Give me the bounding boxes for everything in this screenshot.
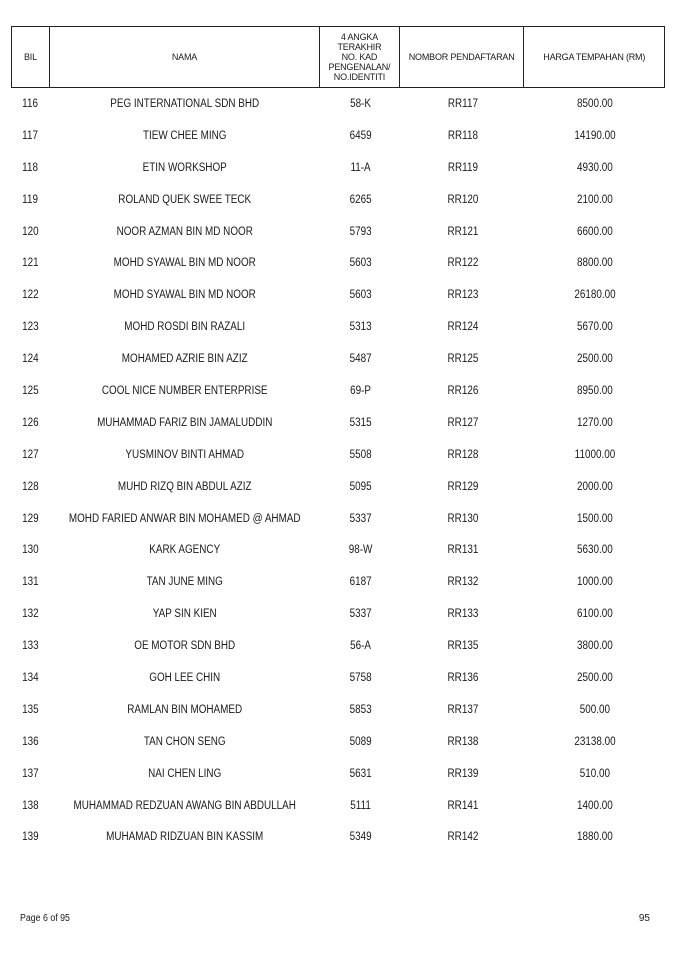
table-row [11,758,665,790]
cell-ic: 5095 [349,480,372,493]
cell-ic: 5337 [349,512,372,525]
table-row [11,471,665,503]
header-ic [320,27,400,87]
cell-ic: 5111 [350,799,371,812]
cell-ic: 5758 [349,672,372,685]
table-body [11,88,665,853]
table-row [11,534,665,566]
cell-bil: 121 [22,257,39,270]
cell-bil: 133 [22,640,39,653]
cell-ic: 5793 [349,225,372,238]
table-header [11,26,665,88]
table-row [11,184,665,216]
cell-nombor-pendaftaran: RR141 [447,799,479,812]
cell-nombor-pendaftaran: RR127 [447,416,479,429]
cell-nama: MUHAMAD RIDZUAN BIN KASSIM [106,831,264,844]
cell-harga-tempahan: 2500.00 [577,353,613,366]
cell-ic: 98-W [348,544,373,557]
cell-nama: NOOR AZMAN BIN MD NOOR [116,225,253,238]
cell-nama: COOL NICE NUMBER ENTERPRISE [101,385,268,398]
cell-harga-tempahan: 5670.00 [577,321,613,334]
cell-ic: 5853 [349,703,372,716]
cell-harga-tempahan: 26180.00 [574,289,616,302]
cell-nama: MUHAMMAD FARIZ BIN JAMALUDDIN [97,416,273,429]
cell-nombor-pendaftaran: RR133 [447,608,479,621]
cell-nombor-pendaftaran: RR125 [447,353,479,366]
cell-nombor-pendaftaran: RR122 [447,257,479,270]
cell-bil: 130 [22,544,39,557]
cell-nombor-pendaftaran: RR123 [447,289,479,302]
cell-harga-tempahan: 8950.00 [577,385,613,398]
cell-bil: 136 [22,735,39,748]
cell-ic: 6187 [349,576,372,589]
cell-nombor-pendaftaran: RR138 [447,735,479,748]
cell-bil: 123 [22,321,39,334]
cell-bil: 131 [22,576,39,589]
cell-nama: KARK AGENCY [149,544,221,557]
cell-ic: 56-A [350,640,372,653]
cell-nama: YUSMINOV BINTI AHMAD [125,448,245,461]
cell-harga-tempahan: 6600.00 [577,225,613,238]
header-bil: BIL [12,27,50,87]
table-row [11,439,665,471]
cell-ic: 5337 [349,608,372,621]
cell-harga-tempahan: 23138.00 [574,735,616,748]
cell-nama: GOH LEE CHIN [149,672,221,685]
cell-bil: 126 [22,416,39,429]
header-nombor-pendaftaran: NOMBOR PENDAFTARAN [400,27,525,87]
cell-nama: RAMLAN BIN MOHAMED [127,703,243,716]
cell-nombor-pendaftaran: RR132 [447,576,479,589]
cell-ic: 58-K [350,98,372,110]
cell-harga-tempahan: 2100.00 [577,193,613,206]
table-row [11,694,665,726]
cell-nama: YAP SIN KIEN [152,608,217,621]
cell-bil: 135 [22,703,39,716]
cell-harga-tempahan: 2000.00 [577,480,613,493]
table-row [11,152,665,184]
cell-bil: 117 [22,129,38,142]
cell-ic: 5631 [349,767,372,780]
cell-nombor-pendaftaran: RR135 [447,640,479,653]
header-ic-line: PENGENALAN/ [328,62,391,72]
cell-bil: 124 [22,353,39,366]
cell-bil: 122 [22,289,39,302]
cell-nama: MUHD RIZQ BIN ABDUL AZIZ [117,480,252,493]
cell-nama: ETIN WORKSHOP [142,161,227,174]
header-ic-line: NO.IDENTITI [333,72,386,82]
table-row [11,311,665,343]
cell-nombor-pendaftaran: RR126 [447,385,479,398]
table-row [11,216,665,248]
cell-nama: TIEW CHEE MING [142,129,227,142]
cell-nama: MOHD SYAWAL BIN MD NOOR [113,257,256,270]
cell-nombor-pendaftaran: RR121 [447,225,479,238]
cell-bil: 118 [22,161,38,174]
table-row [11,630,665,662]
cell-nombor-pendaftaran: RR136 [447,672,479,685]
cell-harga-tempahan: 1880.00 [577,831,613,844]
table-row [11,88,665,120]
cell-bil: 125 [22,385,39,398]
table-row [11,407,665,439]
cell-harga-tempahan: 1270.00 [577,416,613,429]
cell-harga-tempahan: 14190.00 [574,129,616,142]
cell-harga-tempahan: 8500.00 [577,98,613,110]
cell-harga-tempahan: 6100.00 [577,608,613,621]
cell-harga-tempahan: 500.00 [579,703,611,716]
cell-bil: 120 [22,225,39,238]
table-row [11,503,665,535]
cell-harga-tempahan: 1500.00 [577,512,613,525]
cell-nama: OE MOTOR SDN BHD [134,640,236,653]
cell-nombor-pendaftaran: RR139 [447,767,479,780]
cell-nama: PEG INTERNATIONAL SDN BHD [110,98,260,110]
cell-nama: NAI CHEN LING [148,767,222,780]
cell-bil: 116 [22,98,38,110]
table-row [11,375,665,407]
page-number: 95 [638,913,650,924]
cell-harga-tempahan: 2500.00 [577,672,613,685]
cell-ic: 6265 [349,193,372,206]
table-row [11,790,665,822]
cell-nombor-pendaftaran: RR117 [447,98,478,110]
cell-nombor-pendaftaran: RR129 [447,480,479,493]
cell-nama: MOHAMED AZRIE BIN AZIZ [121,353,248,366]
page-label: Page 6 of 95 [20,913,70,924]
cell-nombor-pendaftaran: RR130 [447,512,479,525]
cell-nombor-pendaftaran: RR128 [447,448,479,461]
header-ic-line: 4 ANGKA TERAKHIR [337,32,382,52]
cell-nama: MOHD SYAWAL BIN MD NOOR [113,289,256,302]
cell-harga-tempahan: 8800.00 [577,257,613,270]
cell-ic: 5315 [349,416,372,429]
table-row [11,566,665,598]
cell-nombor-pendaftaran: RR119 [447,161,478,174]
header-harga-tempahan: HARGA TEMPAHAN (RM) [543,52,646,62]
cell-nama: MOHD FARIED ANWAR BIN MOHAMED @ AHMAD [68,512,301,525]
cell-nama: TAN JUNE MING [146,576,223,589]
cell-ic: 5603 [349,257,372,270]
table-row [11,662,665,694]
cell-nombor-pendaftaran: RR142 [447,831,479,844]
cell-harga-tempahan: 1000.00 [577,576,613,589]
table-row [11,120,665,152]
cell-nombor-pendaftaran: RR124 [447,321,479,334]
cell-nombor-pendaftaran: RR137 [447,703,479,716]
cell-bil: 119 [22,193,38,206]
cell-ic: 5487 [349,353,372,366]
cell-bil: 139 [22,831,39,844]
cell-nombor-pendaftaran: RR120 [447,193,479,206]
cell-bil: 137 [22,767,39,780]
cell-ic: 6459 [349,129,372,142]
cell-harga-tempahan: 4930.00 [577,161,613,174]
cell-ic: 69-P [350,385,372,398]
cell-nombor-pendaftaran: RR131 [447,544,479,557]
table-row [11,726,665,758]
cell-bil: 129 [22,512,39,525]
table-row [11,343,665,375]
table-row [11,598,665,630]
cell-nama: ROLAND QUEK SWEE TECK [118,193,252,206]
cell-ic: 5508 [349,448,372,461]
cell-bil: 128 [22,480,39,493]
cell-harga-tempahan: 510.00 [579,767,611,780]
cell-bil: 134 [22,672,39,685]
cell-harga-tempahan: 11000.00 [574,448,616,461]
cell-harga-tempahan: 1400.00 [577,799,613,812]
header-nama: NAMA [50,27,320,87]
cell-nama: MOHD ROSDI BIN RAZALI [124,321,246,334]
cell-bil: 132 [22,608,39,621]
cell-ic: 5089 [349,735,372,748]
cell-nombor-pendaftaran: RR118 [447,129,478,142]
table-row [11,247,665,279]
cell-harga-tempahan: 5630.00 [577,544,613,557]
cell-ic: 5349 [349,831,372,844]
cell-bil: 127 [22,448,39,461]
cell-ic: 11-A [350,161,371,174]
cell-harga-tempahan: 3800.00 [577,640,613,653]
cell-ic: 5603 [349,289,372,302]
header-ic-line: NO. KAD [341,52,378,62]
cell-ic: 5313 [349,321,372,334]
table-row [11,279,665,311]
cell-nama: MUHAMMAD REDZUAN AWANG BIN ABDULLAH [73,799,296,812]
cell-nama: TAN CHON SENG [143,735,226,748]
table-row [11,821,665,853]
cell-bil: 138 [22,799,39,812]
